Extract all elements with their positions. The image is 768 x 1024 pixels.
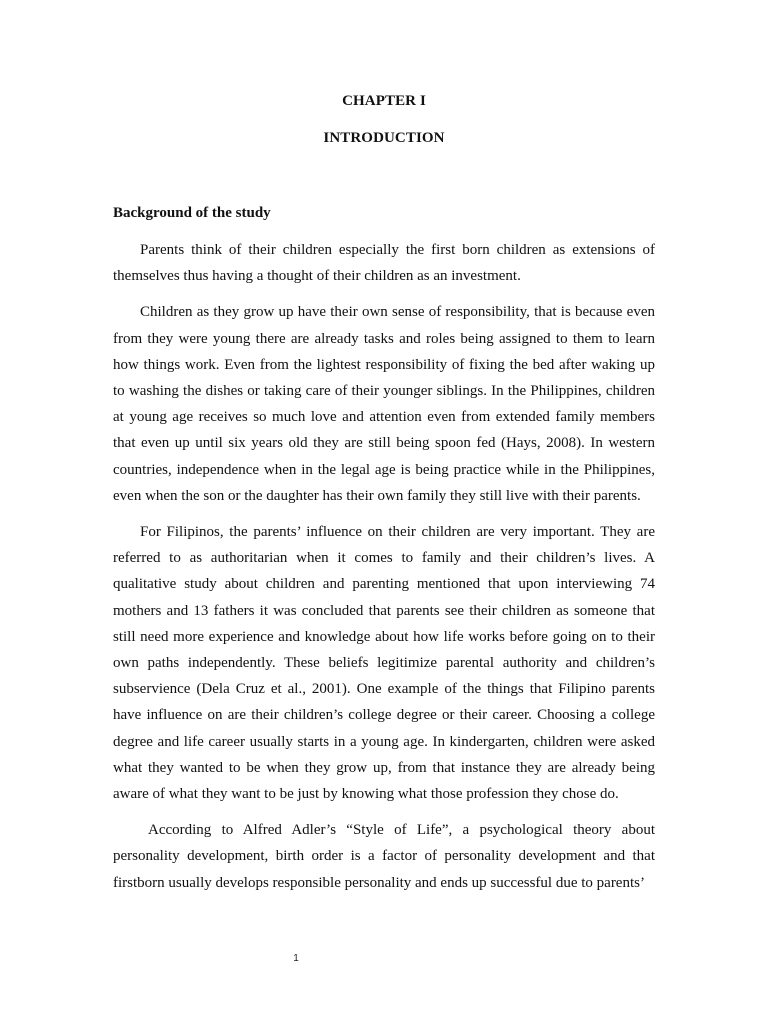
section-heading-background: Background of the study bbox=[113, 205, 271, 221]
paragraph-3: For Filipinos, the parents’ influence on their children are very important. They are referred to as authoritarian when it comes to family and their children’s lives. A qualitative study about children and parenting mentioned that upon interviewing 74 mothers and 13 fathers it was concluded that parents see their children as someone that still need more experience and knowledge about how life works before going on to their own paths independently. These beliefs legitimize parental authority and children’s subservience (Dela Cruz et al., 2001). One example of the things that Filipino parents have influence on are their children’s college degree or their career. Choosing a college degree and life career usually starts in a young age. In kindergarten, children were asked what they wanted to be when they grow up, from that instance they are already being aware of what they want to be just by knowing what those profession they chose do. bbox=[113, 524, 655, 803]
paragraph-1: Parents think of their children especially the first born children as extensions of themselves thus having a thought of their children as an investment. bbox=[113, 242, 655, 285]
paragraph-2: Children as they grow up have their own sense of responsibility, that is because even from they were young there are already tasks and roles being assigned to them to learn how things work. Even from the lightest responsibility of fixing the bed after waking up to washing the dishes or taking care of their younger siblings. In the Philippines, children at young age receives so much love and attention even from extended family members that even up until six years old they are still being spoon fed (Hays, 2008). In western countries, independence when in the legal age is being practice while in the Philippines, even when the son or the daughter has their own family they still live with their parents. bbox=[113, 304, 655, 504]
chapter-heading: CHAPTER I bbox=[342, 93, 426, 109]
introduction-title: INTRODUCTION bbox=[323, 130, 445, 146]
body-text bbox=[113, 237, 655, 906]
paragraph-4: According to Alfred Adler’s “Style of Life”, a psychological theory about personality development, birth order is a factor of personality development and that firstborn usually develops responsible personality and ends up successful due to parents’ bbox=[113, 822, 655, 891]
page-number: 1 bbox=[293, 953, 299, 964]
